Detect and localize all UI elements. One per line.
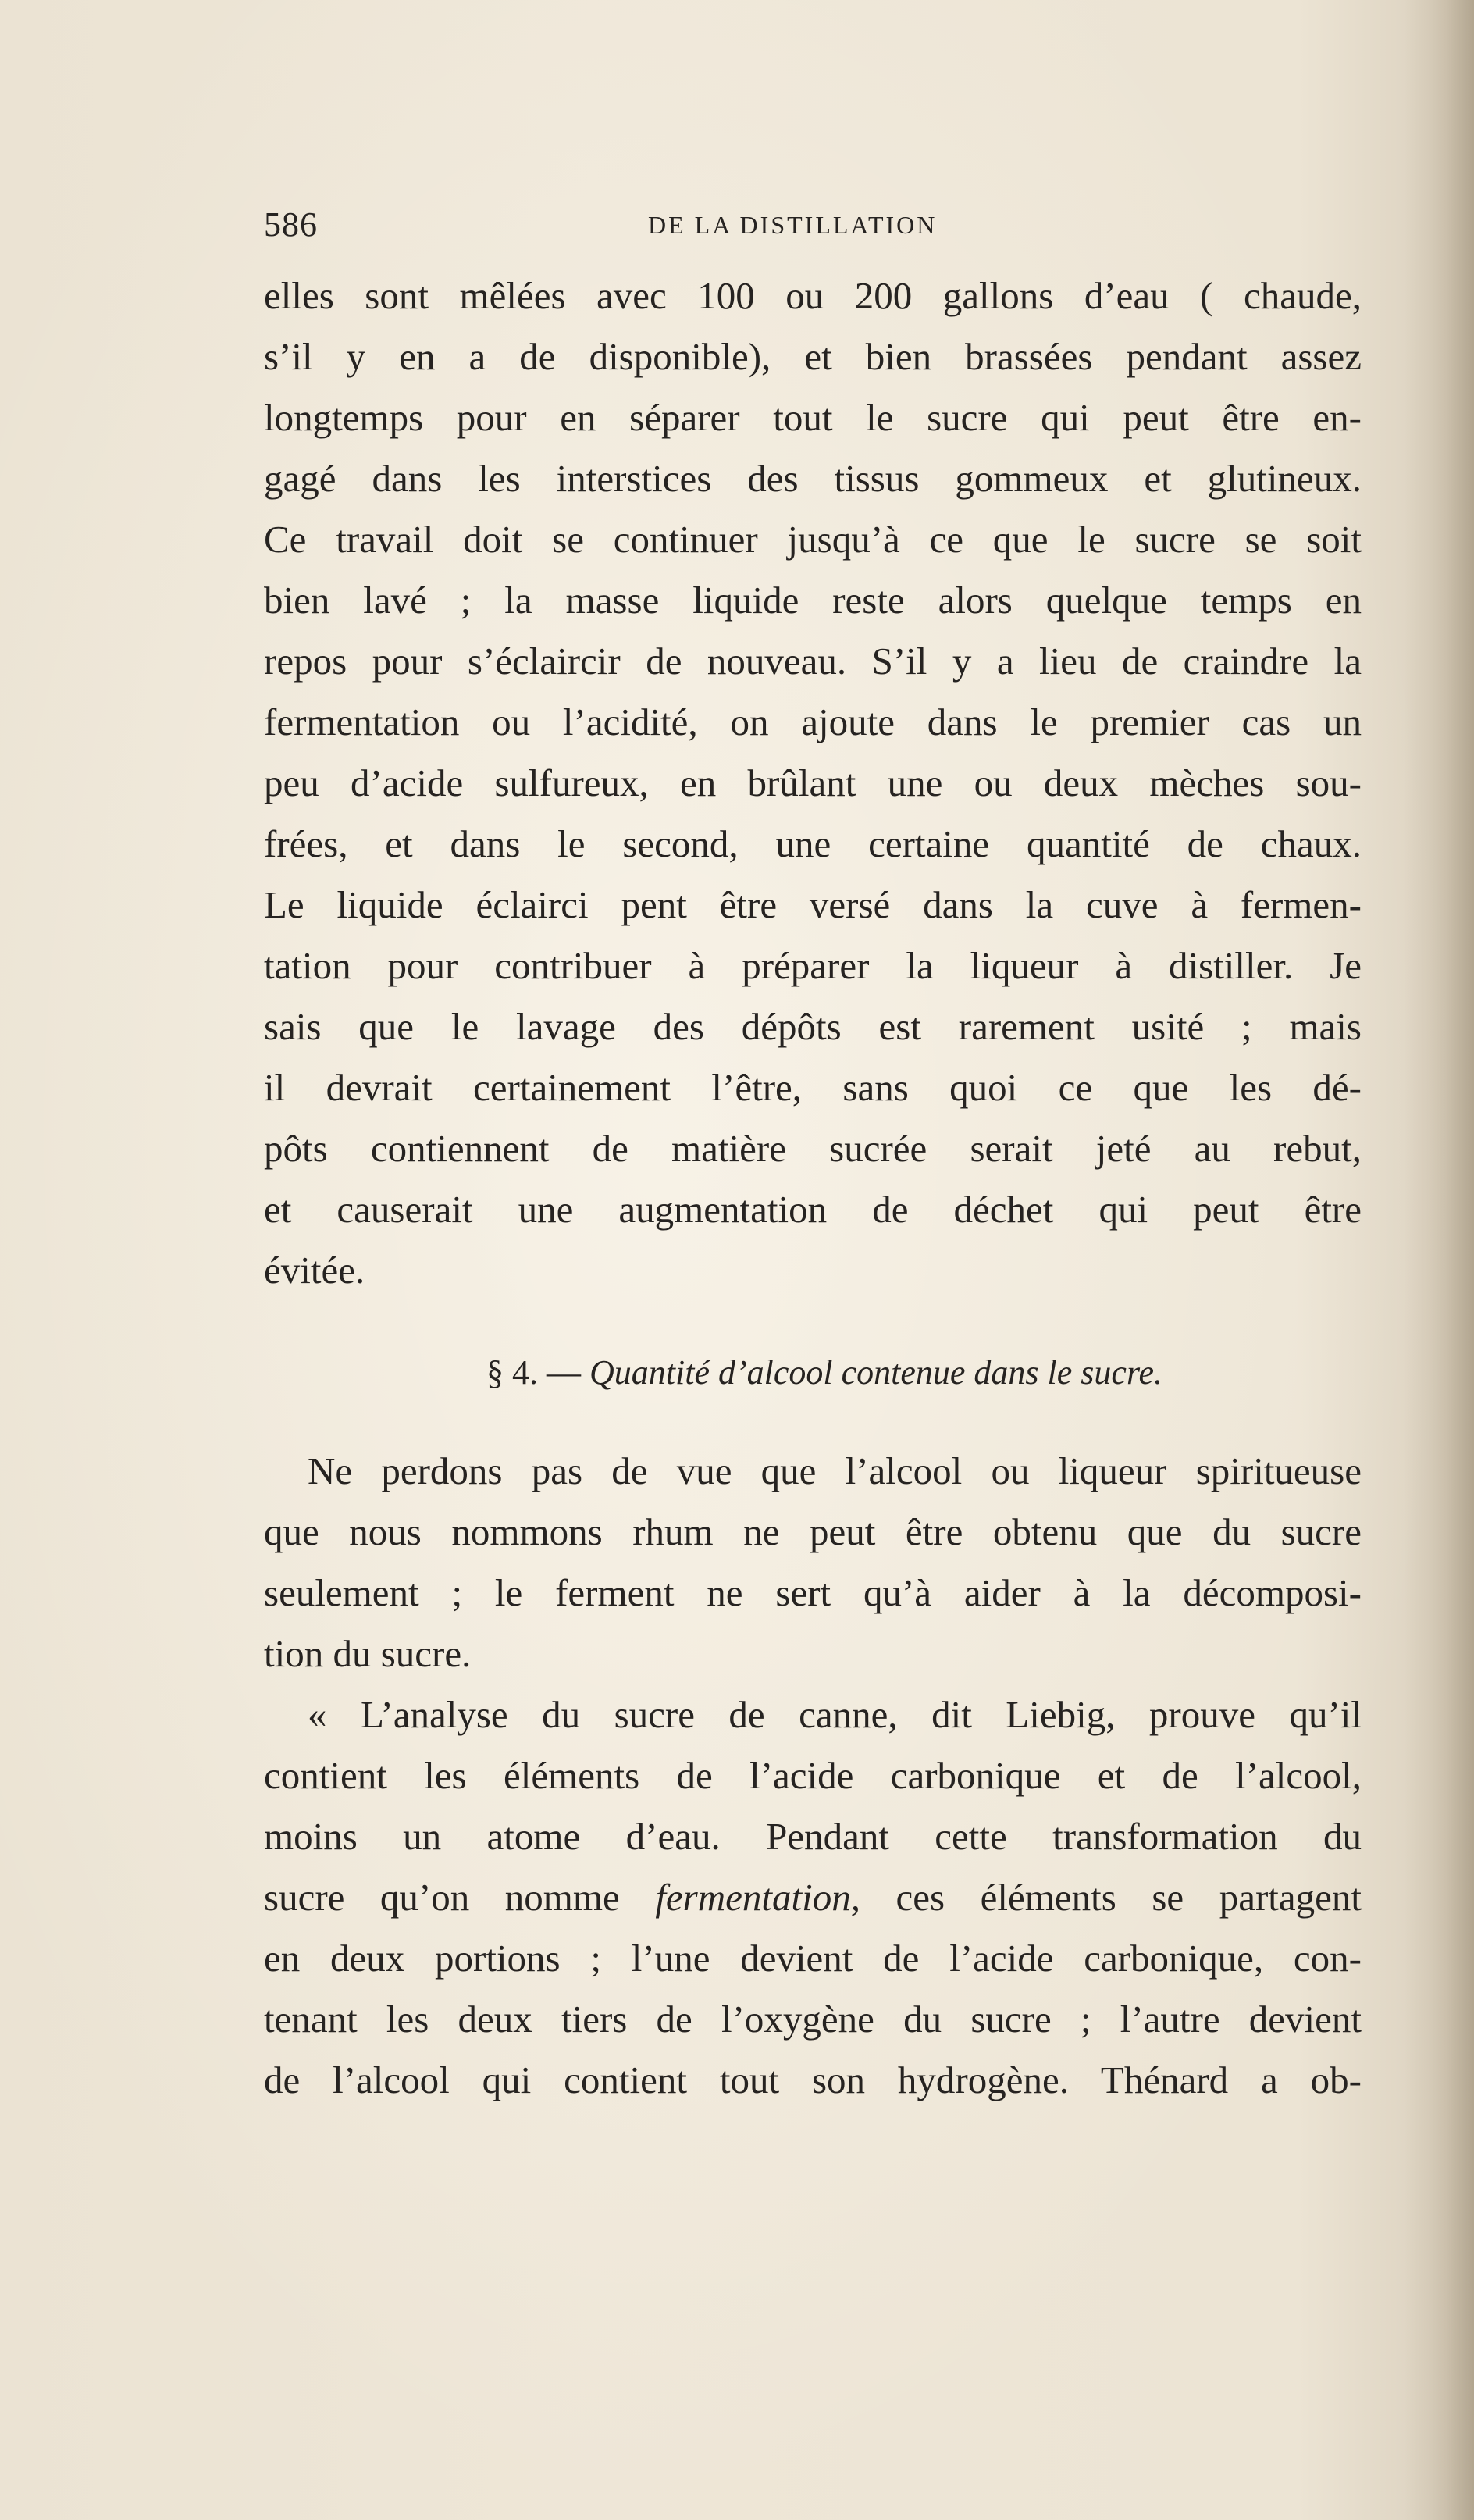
text-line: sais que le lavage des dépôts est rarement usité ; mais bbox=[264, 1005, 1362, 1048]
text-line: Le liquide éclairci pent être versé dans la cuve à fermen- bbox=[264, 883, 1362, 926]
text-line: fermentation ou l’acidité, on ajoute dans le premier cas un bbox=[264, 700, 1362, 743]
text-line: tion du sucre. bbox=[264, 1632, 472, 1675]
text-line: évitée. bbox=[264, 1249, 365, 1292]
text-line: et causerait une augmentation de déchet qui peut être bbox=[264, 1188, 1362, 1231]
text-line: pôts contiennent de matière sucrée serait jeté au rebut, bbox=[264, 1127, 1362, 1170]
text-segment: ces éléments se partagent bbox=[895, 1876, 1362, 1919]
italic-term: fermentation, bbox=[655, 1876, 860, 1919]
text-line: gagé dans les interstices des tissus gommeux et glutineux. bbox=[264, 457, 1362, 500]
text-line: repos pour s’éclaircir de nouveau. S’il y a lieu de craindre la bbox=[264, 640, 1362, 683]
running-title: DE LA DISTILLATION bbox=[648, 211, 938, 239]
text-block bbox=[264, 266, 1362, 2111]
text-line: elles sont mêlées avec 100 ou 200 gallons d’eau ( chaude, bbox=[264, 274, 1362, 317]
text-line: frées, et dans le second, une certaine quantité de chaux. bbox=[264, 822, 1362, 865]
text-line: il devrait certainement l’être, sans quoi ce que les dé- bbox=[264, 1066, 1362, 1109]
text-line: s’il y en a de disponible), et bien brassées pendant assez bbox=[264, 335, 1362, 378]
text-line: tation pour contribuer à préparer la liqueur à distiller. Je bbox=[264, 944, 1362, 987]
text-line: peu d’acide sulfureux, en brûlant une ou deux mèches sou- bbox=[264, 761, 1362, 804]
text-line: longtemps pour en séparer tout le sucre qui peut être en- bbox=[264, 396, 1362, 439]
text-line: Ce travail doit se continuer jusqu’à ce que le sucre se soit bbox=[264, 518, 1362, 561]
text-line: tenant les deux tiers de l’oxygène du sucre ; l’autre devient bbox=[264, 1998, 1362, 2041]
text-line: « L’analyse du sucre de canne, dit Liebig, prouve qu’il bbox=[308, 1693, 1362, 1736]
section-heading bbox=[264, 1342, 1362, 1403]
text-line: seulement ; le ferment ne sert qu’à aider à la décomposi- bbox=[264, 1571, 1362, 1614]
text-line: contient les éléments de l’acide carbonique et de l’alcool, bbox=[264, 1754, 1362, 1797]
text-line: Ne perdons pas de vue que l’alcool ou liqueur spiritueuse bbox=[308, 1449, 1362, 1492]
running-head bbox=[264, 205, 1362, 251]
text-line: en deux portions ; l’une devient de l’acide carbonique, con- bbox=[264, 1937, 1362, 1980]
text-line: que nous nommons rhum ne peut être obtenu que du sucre bbox=[264, 1510, 1362, 1553]
text-line bbox=[264, 1867, 1362, 1928]
page-edge-shadow bbox=[1404, 0, 1474, 2520]
page-number: 586 bbox=[264, 205, 318, 244]
text-line: moins un atome d’eau. Pendant cette transformation du bbox=[264, 1815, 1362, 1858]
text-line: bien lavé ; la masse liquide reste alors quelque temps en bbox=[264, 579, 1362, 622]
section-title: Quantité d’alcool contenue dans le sucre. bbox=[589, 1353, 1162, 1392]
text-segment: sucre qu’on nomme bbox=[264, 1876, 620, 1919]
section-number: § 4. — bbox=[486, 1353, 581, 1392]
text-line: de l’alcool qui contient tout son hydrogène. Thénard a ob- bbox=[264, 2058, 1362, 2101]
